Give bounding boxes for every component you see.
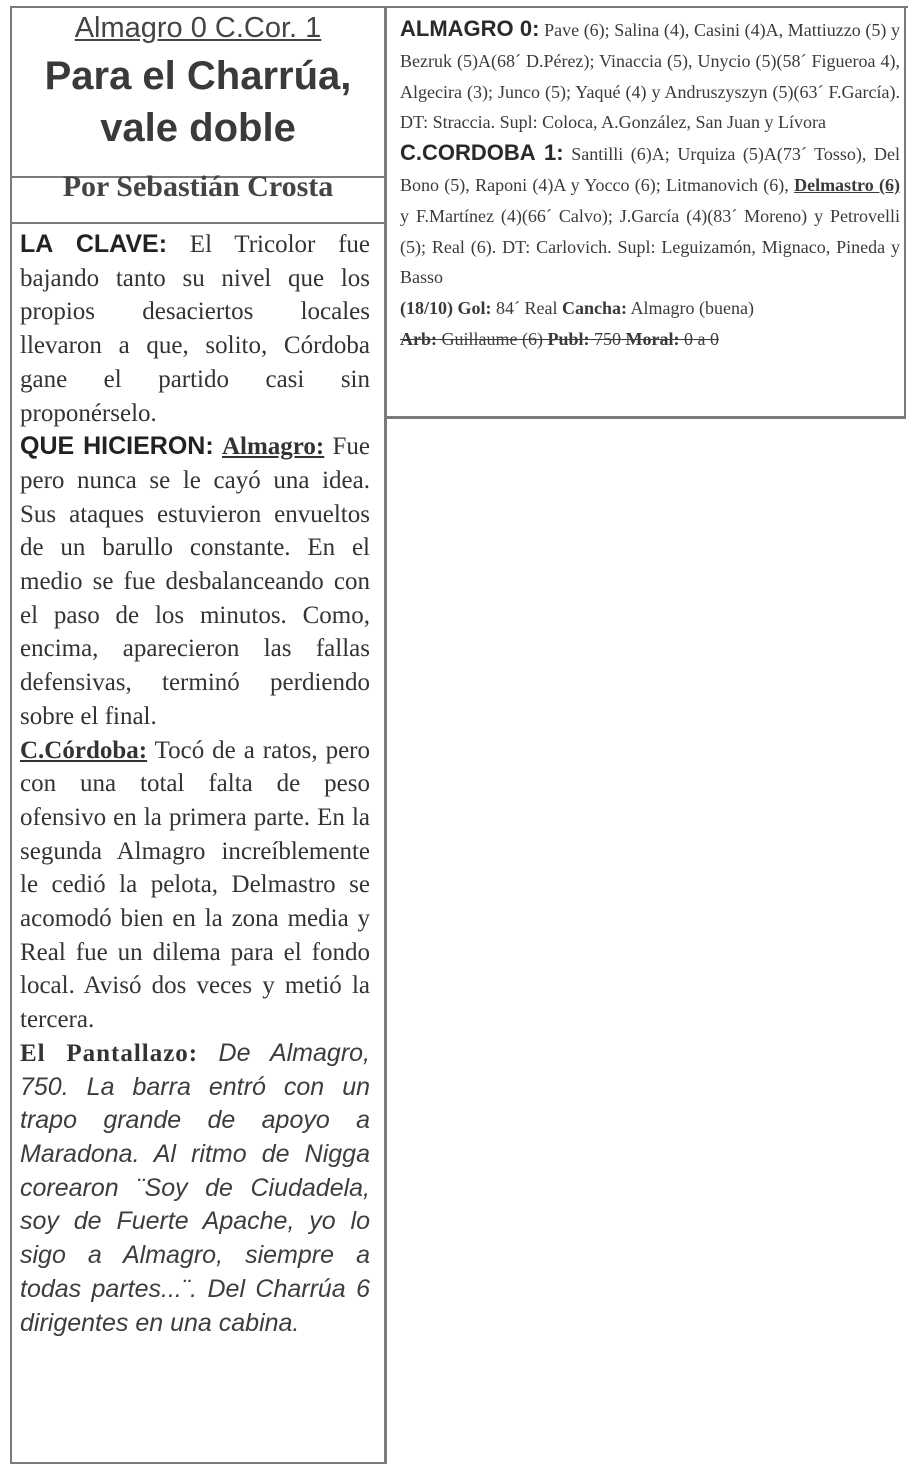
article-body	[20, 228, 370, 1340]
arb-text: Guillaume (6)	[437, 328, 548, 349]
frame-bottom-border	[10, 1462, 386, 1464]
article-header	[12, 8, 384, 208]
byline-bottom-rule	[12, 222, 384, 224]
officials-info	[400, 324, 900, 355]
arb-label: Arb:	[400, 328, 437, 349]
headline-line-2: vale doble	[100, 106, 296, 150]
cancha-text: Almagro (buena)	[627, 298, 754, 319]
la-clave-text: El Tricolor fue bajando tanto su nivel que los propios desaciertos locales llevaron a que, solito, Córdoba gane el partido casi sin proponérselo.	[20, 231, 371, 427]
moral-text: 0 a 0	[679, 328, 719, 349]
headline	[12, 50, 384, 154]
cordoba-lineup-label: C.CORDOBA 1:	[400, 140, 564, 166]
gol-label: Gol:	[457, 298, 492, 319]
match-info	[400, 293, 900, 324]
almagro-team-label: Almagro:	[221, 433, 325, 461]
la-clave-label: LA CLAVE:	[20, 230, 168, 258]
frame-left-border	[10, 6, 12, 1464]
cordoba-analysis: Tocó de a ratos, pero con una total falta de peso ofensivo en la primera parte. En la segunda Almagro increíblemente le cedió la pelota, Delmastro se acomodó bien en la zona media y Real fue un dilema para el fondo local. Avisó dos veces y metió la tercera.	[20, 736, 370, 1034]
cordoba-team-label: C.Córdoba:	[20, 736, 148, 764]
cordoba-paragraph	[20, 734, 370, 1037]
lineup-right-border	[904, 6, 906, 418]
publ-label: Publ:	[547, 328, 590, 349]
la-clave-paragraph	[20, 228, 370, 430]
cordoba-lineup-text-1: Santilli (6)A; Urquiza (5)A(73´ Tosso), Del Bono (5), Raponi (4)A y Yocco (6); Litmanovich (6),	[400, 144, 900, 195]
delmastro-highlight: Delmastro (6)	[794, 174, 901, 195]
pantallazo-label: El Pantallazo:	[20, 1039, 199, 1067]
publ-text: 750	[589, 328, 626, 349]
lineup-bottom-border	[386, 416, 906, 419]
score-header: Almagro 0 C.Cor. 1	[74, 12, 322, 44]
que-hicieron-label: QUE HICIERON:	[20, 432, 214, 461]
cordoba-lineup	[400, 138, 900, 293]
almagro-lineup-text: Pave (6); Salina (4), Casini (4)A, Mattiuzzo (5) y Bezruk (5)A(68´ D.Pérez); Vinaccia (5), Unycio (5)(58´ Figueroa 4), Algecira (3); Junco (5); Yaqué (4) y Andruszyszyn (5)(63´ F.García). DT: Straccia. Supl: Coloca, A.González, San Juan y Lívora	[400, 20, 900, 133]
headline-line-1: Para el Charrúa,	[44, 54, 352, 98]
cordoba-lineup-text-2: y F.Martínez (4)(66´ Calvo); J.García (4)(83´ Moreno) y Petrovelli (5); Real (6). DT: Carlovich. Supl: Leguizamón, Mignaco, Pineda y Basso	[400, 205, 900, 288]
column-divider	[384, 6, 387, 1464]
gol-text: 84´ Real	[491, 298, 562, 319]
almagro-lineup	[400, 14, 900, 138]
almagro-lineup-label: ALMAGRO 0:	[400, 16, 540, 41]
cancha-label: Cancha:	[561, 298, 627, 319]
match-date: (18/10)	[400, 298, 453, 319]
pantallazo-text: De Almagro, 750. La barra entró con un trapo grande de apoyo a Maradona. Al ritmo de Nigga corearon ¨Soy de Ciudadela, soy de Fuerte Apache, yo lo sigo a Almagro, siempre a todas partes...¨. Del Charrúa 6 dirigentes en una cabina.	[20, 1038, 370, 1337]
que-hicieron-paragraph	[20, 430, 370, 733]
byline: Por Sebastián Crosta	[62, 170, 334, 203]
moral-label: Moral:	[625, 328, 680, 349]
almagro-analysis: Fue pero nunca se le cayó una idea. Sus ataques estuvieron envueltos de un barullo constante. En el medio se fue desbalanceando con el paso de los minutos. Como, encima, aparecieron las fallas defensivas, terminó perdiendo sobre el final.	[20, 433, 371, 730]
lineups-box	[400, 14, 900, 355]
pantallazo-paragraph	[20, 1037, 370, 1340]
